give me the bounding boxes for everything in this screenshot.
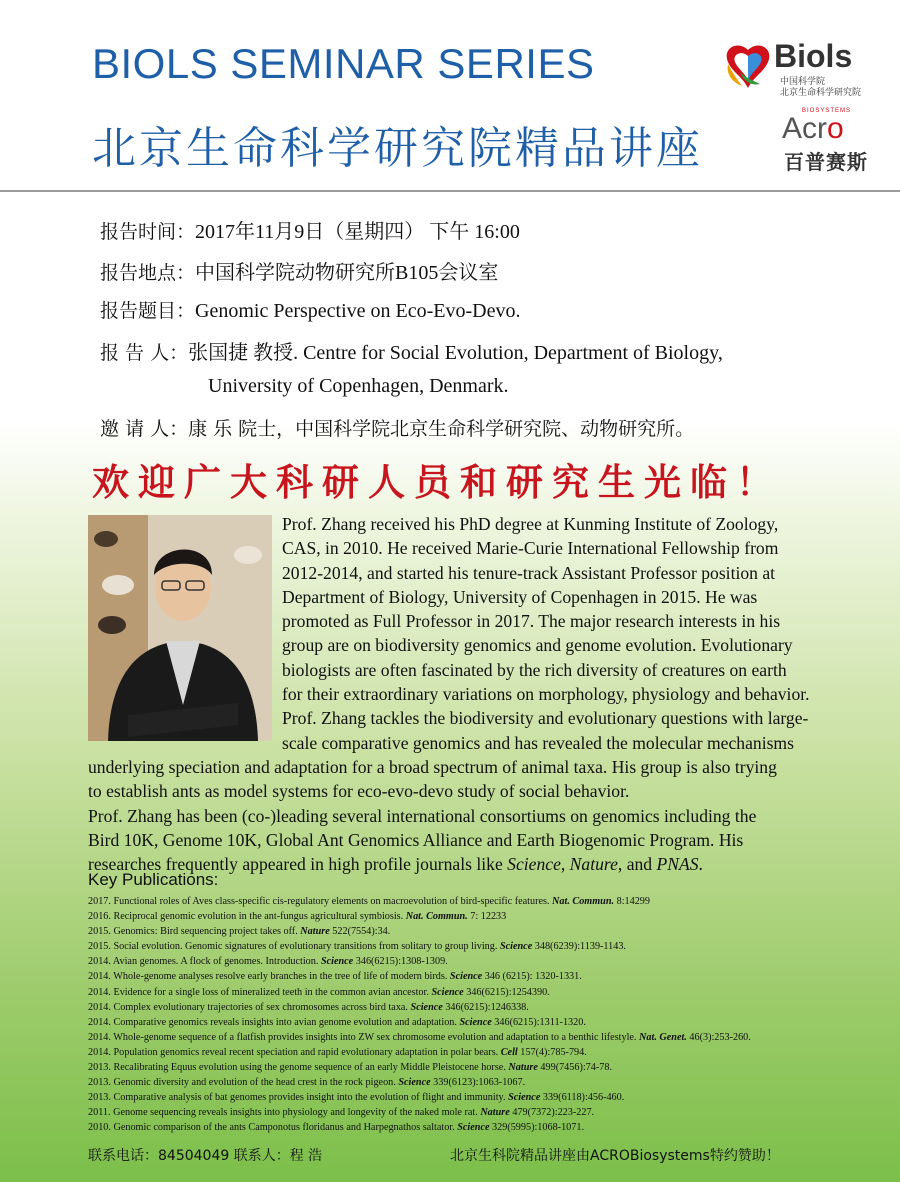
info-topic: [100, 296, 520, 323]
publication-text: 2013. Genomic diversity and evolution of the head crest in the rock pigeon.: [88, 1077, 399, 1089]
info-place: [100, 256, 498, 285]
publication-text: 2017. Functional roles of Aves class-specific cis-regulatory elements on macroevolution of bird-specific features.: [88, 896, 553, 907]
publication-ref: 339(6118):456-460.: [540, 1092, 625, 1104]
publication-journal: Cell: [500, 1046, 518, 1058]
publication-ref: 7: 12233: [467, 911, 507, 923]
bio-wide-line: Bird 10K, Genome 10K, Global Ant Genomics Alliance and Earth Biogenomic Program. His: [88, 829, 744, 850]
publication-ref: 8:14299: [614, 896, 650, 907]
publication-item: [88, 1015, 888, 1030]
publication-journal: Nature: [508, 1062, 538, 1074]
publication-journal: Nature: [480, 1107, 510, 1119]
bio-line: Prof. Zhang received his PhD degree at Kunming Institute of Zoology,: [282, 514, 779, 534]
publication-text: 2014. Complex evolutionary trajectories of sex chromosomes across bird taxa.: [88, 1001, 411, 1013]
publication-ref: 46(3):253-260.: [686, 1031, 751, 1043]
publication-ref: 346(6215):1308-1309.: [353, 956, 448, 968]
publication-journal: Science: [398, 1077, 431, 1089]
info-inviter-label: 邀 请 人：: [100, 418, 189, 440]
footer-contact: 联系电话：84504049 联系人：程 浩: [88, 1148, 323, 1164]
publication-item: [88, 985, 888, 1000]
publication-text: 2011. Genome sequencing reveals insights into physiology and longevity of the naked mole rat.: [88, 1107, 481, 1119]
publication-ref: 346(6215):1254390.: [463, 986, 550, 998]
publication-item: [88, 1000, 888, 1015]
publication-item: [88, 1030, 888, 1045]
publication-item: [88, 894, 888, 909]
publication-item: [88, 924, 888, 939]
publication-ref: 346(6215):1246338.: [442, 1001, 529, 1013]
publication-journal: Nat. Commun.: [552, 896, 615, 907]
speaker-photo: [88, 515, 272, 741]
bio-last-end: .: [698, 854, 703, 875]
journal-science: Science: [507, 854, 561, 875]
publication-text: 2016. Reciprocal genomic evolution in the ant-fungus agricultural symbiosis.: [88, 911, 406, 923]
info-speaker-line2: [208, 375, 508, 398]
publication-text: 2015. Genomics: Bird sequencing project takes off.: [88, 926, 301, 938]
publication-item: [88, 954, 888, 969]
publication-text: 2013. Recalibrating Equus evolution using the genome sequence of an early Middle Pleistocene horse.: [88, 1062, 509, 1074]
publication-item: [88, 909, 888, 924]
info-speaker: [100, 336, 723, 365]
bio-narrow-block: [282, 512, 810, 755]
bio-line: biologists are often fascinated by the rich diversity of creatures on earth: [282, 659, 787, 680]
publication-text: 2014. Whole-genome analyses resolve early branches in the tree of life of modern birds.: [88, 971, 450, 983]
publications-list: [88, 894, 888, 1136]
bio-last-pre: researches frequently appeared in high profile journals like: [88, 854, 508, 875]
publication-item: [88, 1105, 888, 1120]
publication-journal: Science: [410, 1001, 443, 1013]
biols-logo: [720, 38, 890, 98]
title-chinese: 北京生命科学研究院精品讲座: [92, 123, 703, 174]
biols-logo-icon: [720, 42, 776, 94]
publication-text: 2015. Social evolution. Genomic signatures of evolutionary transitions from solitary to group living.: [88, 941, 500, 953]
info-time-value: 2017年11月9日（星期四） 下午 16:00: [195, 221, 520, 243]
publication-text: 2014. Population genomics reveal recent speciation and rapid evolutionary adaptation in polar bears.: [88, 1046, 501, 1058]
bio-line: Prof. Zhang tackles the biodiversity and evolutionary questions with large-: [282, 708, 809, 729]
biols-logo-sub1: 中国科学院: [780, 77, 826, 87]
publication-ref: 346 (6215): 1320-1331.: [482, 971, 582, 983]
publication-item: [88, 1120, 888, 1135]
info-speaker-label: 报 告 人：: [100, 342, 189, 364]
publication-ref: 522(7554):34.: [329, 926, 391, 938]
publication-journal: Science: [508, 1092, 541, 1104]
journal-pnas: PNAS: [656, 854, 699, 875]
publication-text: 2014. Evidence for a single loss of mineralized teeth in the common avian ancestor.: [88, 986, 432, 998]
publication-ref: 499(7456):74-78.: [537, 1062, 612, 1074]
acro-logo-cn: 百普赛斯: [784, 150, 868, 174]
publication-ref: 346(6215):1311-1320.: [491, 1016, 586, 1028]
journal-nature: Nature: [569, 854, 618, 875]
info-inviter-value: 康 乐 院士，中国科学院北京生命科学研究院、动物研究所。: [188, 418, 695, 440]
acro-logo-name: [782, 112, 844, 146]
publication-journal: Nat. Commun.: [405, 911, 468, 923]
footer-sponsor: 北京生科院精品讲座由ACROBiosystems特约赞助！: [450, 1148, 780, 1164]
biols-logo-sub2: 北京生命科学研究院: [780, 88, 862, 98]
acro-logo-name-o: o: [827, 112, 844, 145]
bio-line: for their extraordinary variations on morphology, physiology and behavior.: [282, 684, 810, 705]
publication-item: [88, 1075, 888, 1090]
bio-line: Department of Biology, University of Copenhagen in 2015. He was: [282, 586, 758, 607]
publication-ref: 348(6239):1139-1143.: [532, 941, 626, 953]
publication-journal: Science: [449, 971, 483, 983]
info-time: [100, 215, 520, 244]
info-topic-value: Genomic Perspective on Eco-Evo-Devo.: [195, 300, 521, 322]
publication-item: [88, 1060, 888, 1075]
publication-item: [88, 969, 888, 984]
publication-journal: Nature: [300, 926, 330, 938]
publication-item: [88, 1090, 888, 1105]
publication-text: 2010. Genomic comparison of the ants Camponotus floridanus and Harpegnathos saltator.: [88, 1122, 458, 1134]
publication-journal: Science: [320, 956, 354, 968]
acro-logo-name-a: Acr: [782, 112, 827, 145]
publication-journal: Science: [457, 1122, 490, 1134]
bio-line: promoted as Full Professor in 2017. The major research interests in his: [282, 611, 781, 632]
publication-text: 2014. Whole-genome sequence of a flatfish provides insights into ZW sex chromosome evolution and adaptation to a benthic lifestyle.: [88, 1031, 640, 1043]
title-english: BIOLS SEMINAR SERIES: [92, 40, 595, 87]
biols-logo-name: Biols: [774, 38, 853, 74]
publication-journal: Science: [431, 986, 464, 998]
welcome-banner: 欢迎广大科研人员和研究生光临！: [92, 460, 782, 504]
publication-text: 2014. Avian genomes. A flock of genomes. Introduction.: [88, 956, 321, 968]
info-place-label: 报告地点：: [100, 262, 196, 284]
bio-wide-block: [88, 755, 777, 876]
bio-line: CAS, in 2010. He received Marie-Curie International Fellowship from: [282, 538, 779, 559]
publication-text: 2013. Comparative analysis of bat genomes provides insight into the evolution of flight and immunity.: [88, 1092, 509, 1104]
bio-wide-line: to establish ants as model systems for eco-evo-devo study of social behavior.: [88, 781, 630, 802]
info-speaker-value-1: 张国捷 教授. Centre for Social Evolution, Department of Biology,: [188, 342, 723, 364]
info-topic-label: 报告题目：: [100, 300, 196, 322]
publication-journal: Science: [499, 941, 533, 953]
bio-wide-line: Prof. Zhang has been (co-)leading several international consortiums on genomics including the: [88, 805, 757, 826]
speaker-portrait-image: [88, 515, 272, 741]
header-band: [0, 0, 900, 192]
publication-ref: 329(5995):1068-1071.: [489, 1122, 584, 1134]
info-place-value: 中国科学院动物研究所B105会议室: [195, 262, 499, 284]
publication-item: [88, 1045, 888, 1060]
publication-text: 2014. Comparative genomics reveals insights into avian genome evolution and adaptation.: [88, 1016, 460, 1028]
info-time-label: 报告时间：: [100, 221, 196, 243]
publication-ref: 157(4):785-794.: [517, 1046, 587, 1058]
publication-ref: 479(7372):223-227.: [509, 1107, 595, 1119]
bio-wide-line: underlying speciation and adaptation for a broad spectrum of animal taxa. His group is also trying: [88, 757, 777, 777]
publications-title: Key Publications:: [88, 870, 219, 889]
bio-last-sep1: ,: [560, 854, 570, 875]
publication-journal: Nat. Genet.: [639, 1031, 687, 1043]
bio-line: 2012-2014, and started his tenure-track Assistant Professor position at: [282, 562, 776, 583]
publication-item: [88, 939, 888, 954]
bio-last-sep2: , and: [617, 854, 657, 875]
bio-line: group are on biodiversity genomics and genome evolution. Evolutionary: [282, 635, 793, 656]
publication-journal: Science: [459, 1016, 492, 1028]
acro-logo-top: BIOSYSTEMS: [802, 108, 852, 114]
info-speaker-value-2: University of Copenhagen, Denmark.: [208, 375, 509, 397]
acro-logo: [780, 108, 890, 174]
bio-line: scale comparative genomics and has revealed the molecular mechanisms: [282, 732, 794, 753]
publication-ref: 339(6123):1063-1067.: [430, 1077, 526, 1089]
info-inviter: [100, 414, 694, 441]
